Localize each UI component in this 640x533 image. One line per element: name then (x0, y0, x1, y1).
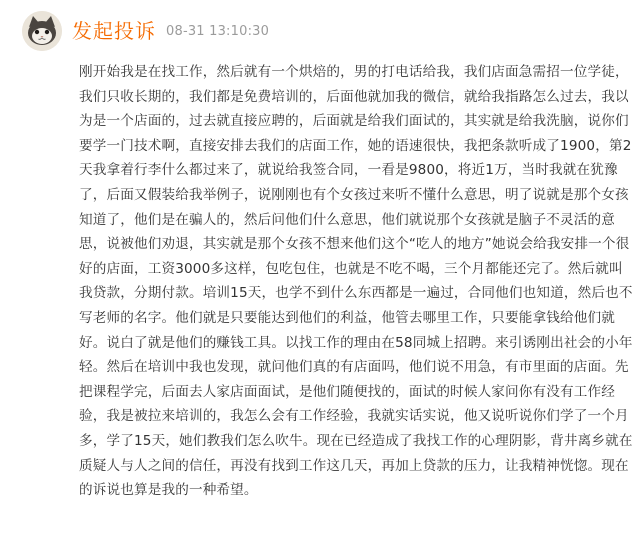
complaint-body: 刚开始我是在找工作，然后就有一个烘焙的，男的打电话给我，我们店面急需招一位学徒，我们只收长期的，我们都是免费培训的，后面他就加我的微信，就给我指路怎么过去，我以为是一个店面的，过去就直接应聘的，后面就是给我们面试的，其实就是给我洗脑，说你们要学一门技术啊，直接安排去我们的店面工作，她的语速很快，我把条款听成了1900，第2天我拿着行李什么都过来了，就说给我签合同，一看是9800，将近1万，当时我就在犹豫了，后面又假装给我举例子，说刚刚也有个女孩过来听不懂什么意思，明了说就是那个女孩知道了，他们是在骗人的，然后问他们什么意思，他们就说那个女孩就是脑子不灵活的意思，说被他们劝退，其实就是那个女孩不想来他们这个“吃人的地方”她说会给我安排一个很好的店面，工资3000多这样，包吃包住，也就是不吃不喝，三个月都能还完了。然后就叫我贷款，分期付款。培训15天，也学不到什么东西都是一遍过，合同他们也知道，然后也不写老师的名字。他们就是只要能达到他们的利益，他管去哪里工作，只要能拿钱给他们就好。说白了就是他们的赚钱工具。以找工作的理由在58同城上招聘。来引诱刚出社会的小年轻。然后在培训中我也发现，就问他们真的有店面吗，他们说不用急，有市里面的店面。先把课程学完，后面去人家店面面试，是他们随便找的，面试的时候人家问你有没有工作经验，我是被拉来培训的，我怎么会有工作经验，我就实话实说，他又说听说你们学了一个月多，学了15天，她们教我们怎么吹牛。现在已经造成了我找工作的心理阴影，背井离乡就在质疑人与人之间的信任，再没有找到工作这几天，再加上贷款的压力，让我精神恍惚。现在的诉说也算是我的一种希望。 (79, 64, 633, 499)
post-timestamp: 08-31 13:10:30 (166, 23, 270, 39)
cat-avatar-icon[interactable] (22, 11, 62, 51)
post-header (22, 11, 269, 51)
post-title[interactable]: 发起投诉 (72, 19, 156, 43)
avatar-art (22, 11, 62, 51)
